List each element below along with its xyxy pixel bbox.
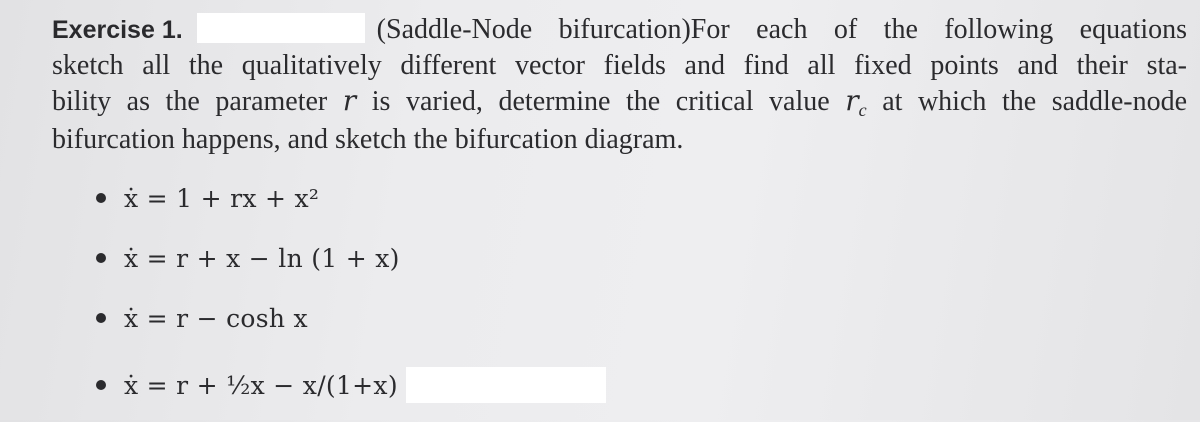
statement-line-3-part-3: at which the saddle-node: [866, 86, 1187, 117]
bullet-icon: [96, 380, 106, 390]
critical-value-subscript: c: [858, 100, 867, 120]
statement-line-3-part-2: is varied, determine the critical value: [356, 86, 846, 117]
equation-list: [96, 168, 606, 422]
equation-text: ẋ = 1 + rx + x²: [124, 183, 320, 213]
statement-line-4: bifurcation happens, and sketch the bifurcation diagram.: [52, 124, 684, 155]
statement-line-3-part-1: bility as the parameter: [52, 86, 343, 117]
bullet-icon: [96, 313, 106, 323]
redaction-box: [197, 13, 365, 43]
equation-text: ẋ = r + ½x − x/(1+x): [124, 370, 398, 400]
equation-item: [96, 348, 606, 422]
exercise-label: Exercise 1.: [52, 16, 183, 44]
equation-item: [96, 228, 606, 288]
redaction-box: [406, 367, 606, 403]
equation-text: ẋ = r + x − ln (1 + x): [124, 243, 400, 273]
equation-item: [96, 168, 606, 228]
critical-value-r: r: [845, 84, 859, 117]
statement-line-3: [52, 83, 1187, 122]
equation-text: ẋ = r − cosh x: [124, 303, 308, 333]
statement-line-2: sketch all the qualitatively different vector fields and find all fixed points and their sta-: [52, 50, 1187, 81]
statement-line-1-text: (Saddle-Node bifurcation)For each of the following equations: [376, 14, 1187, 45]
exercise-statement: [52, 8, 1187, 157]
bullet-icon: [96, 193, 106, 203]
bullet-icon: [96, 253, 106, 263]
parameter-r: r: [342, 84, 357, 117]
equation-4-wrap: [124, 367, 606, 403]
equation-item: [96, 288, 606, 348]
statement-line-1: [52, 8, 1187, 48]
